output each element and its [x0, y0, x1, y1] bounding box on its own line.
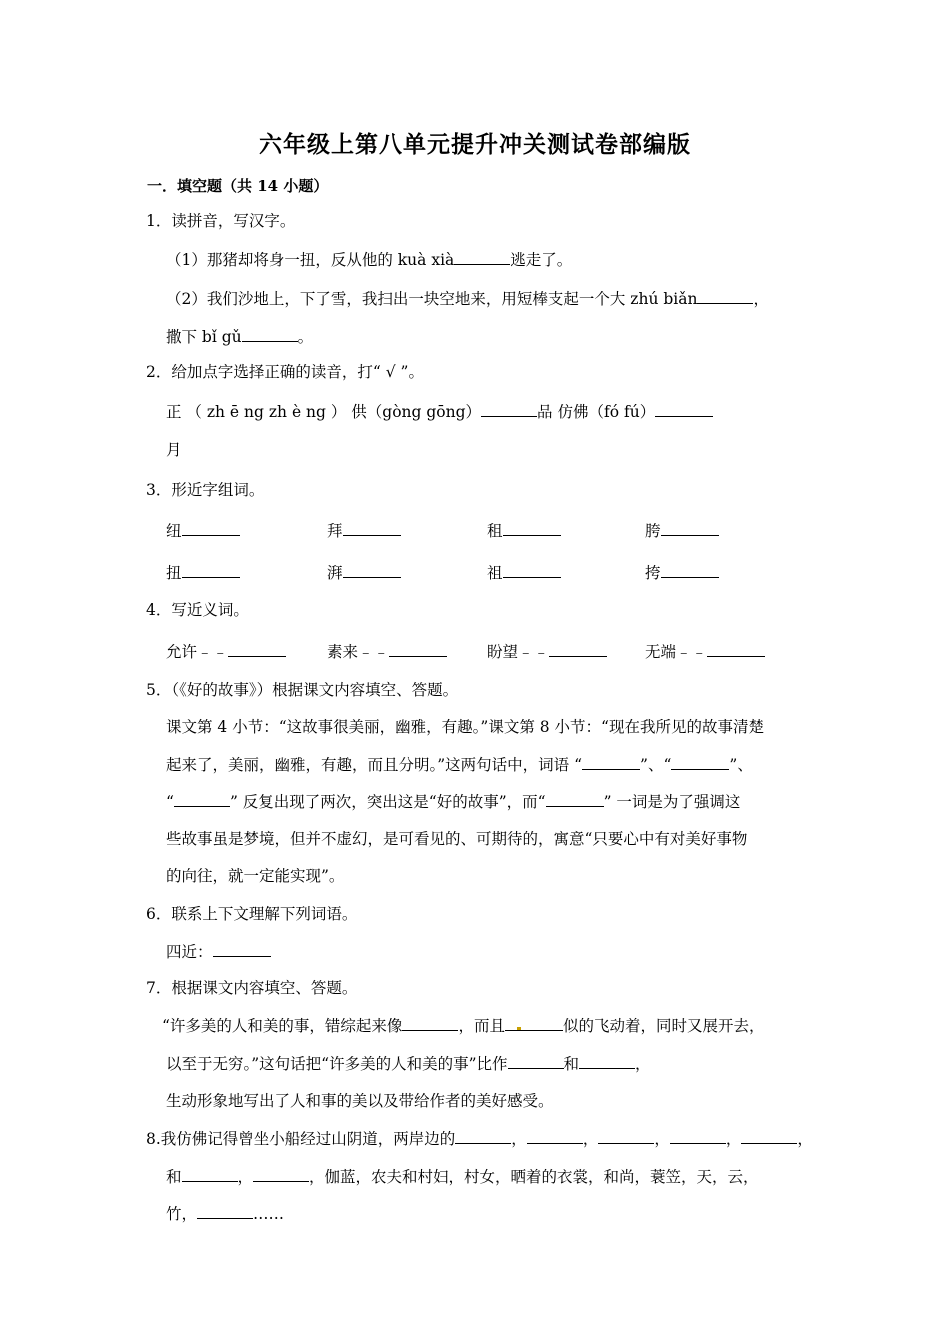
- answer-blank[interactable]: [503, 563, 561, 578]
- answer-blank[interactable]: [182, 1167, 238, 1182]
- word-cell: 纽: [166, 519, 240, 541]
- question-1-part-2: （2）我们沙地上，下了雪，我扫出一块空地来，用短棒支起一个大 zhú biǎn ，: [166, 290, 769, 308]
- answer-blank[interactable]: [481, 402, 537, 417]
- answer-blank[interactable]: [527, 1129, 583, 1144]
- word-cell: 祖: [487, 561, 561, 583]
- question-1-part-1: （1）那猪却将身一扭，反从他的 kuà xià 逃走了。: [166, 251, 573, 269]
- word-cell: 挎: [645, 561, 719, 583]
- answer-blank[interactable]: [582, 755, 640, 770]
- word-cell: 扭: [166, 561, 240, 583]
- word-cell: 租: [487, 519, 561, 541]
- question-5-line: “ ” 反复出现了两次，突出这是“好的故事”，而“ ” 一词是为了强调这: [166, 793, 741, 811]
- question-3-stem: 3．形近字组词。: [146, 481, 265, 499]
- question-5-line: 些故事虽是梦境，但并不虚幻，是可看见的、可期待的，寓意“只要心中有对美好事物: [166, 830, 748, 848]
- synonym-cell: 允许﹣﹣: [166, 640, 286, 662]
- question-4-stem: 4．写近义词。: [146, 601, 249, 619]
- page-title: 六年级上第八单元提升冲关测试卷部编版: [259, 131, 691, 158]
- answer-blank[interactable]: [579, 1054, 635, 1069]
- answer-blank[interactable]: [549, 642, 607, 657]
- question-8-line: 和 ， ，伽蓝，农夫和村妇，村女，晒着的衣裳，和尚，蓑笠，天，云，: [166, 1168, 759, 1186]
- answer-blank[interactable]: [174, 792, 230, 807]
- answer-blank[interactable]: [389, 642, 447, 657]
- answer-blank[interactable]: [343, 521, 401, 536]
- question-2-stem: 2．给加点字选择正确的读音，打“ √ ”。: [146, 363, 424, 381]
- question-2-line-cont: 月: [166, 441, 182, 459]
- question-1-part-2-cont: 撒下 bǐ gǔ 。: [166, 328, 314, 346]
- synonym-cell: 素来﹣﹣: [327, 640, 447, 662]
- answer-blank[interactable]: [546, 792, 604, 807]
- answer-blank[interactable]: [741, 1129, 797, 1144]
- answer-blank[interactable]: [671, 755, 729, 770]
- question-5-line: 课文第 4 小节：“这故事很美丽，幽雅，有趣。”课文第 8 小节：“现在我所见的故事清楚: [166, 718, 764, 736]
- question-5-line: 的向往，就一定能实现”。: [166, 867, 345, 885]
- answer-blank[interactable]: [697, 289, 753, 304]
- question-7-line: “许多美的人和美的事，错综起来像 ，而且 似的飞动着，同时又展开去，: [162, 1017, 765, 1035]
- question-6-stem: 6．联系上下文理解下列词语。: [146, 905, 358, 923]
- synonym-cell: 盼望﹣﹣: [487, 640, 607, 662]
- question-8-line: 8.我仿佛记得曾坐小船经过山阴道，两岸边的 ， ， ， ， ，: [146, 1130, 813, 1148]
- question-7-line: 以至于无穷。”这句话把“许多美的人和美的事”比作 和 ，: [166, 1055, 651, 1073]
- answer-blank[interactable]: [197, 1204, 253, 1219]
- highlight-mark: [517, 1027, 521, 1030]
- question-7-line: 生动形象地写出了人和事的美以及带给作者的美好感受。: [166, 1092, 554, 1110]
- answer-blank[interactable]: [343, 563, 401, 578]
- section-header: 一．填空题（共 14 小题）: [147, 177, 329, 195]
- answer-blank[interactable]: [242, 327, 298, 342]
- word-cell: 拜: [327, 519, 401, 541]
- answer-blank[interactable]: [455, 1129, 511, 1144]
- question-1-stem: 1．读拼音，写汉字。: [146, 212, 296, 230]
- answer-blank[interactable]: [454, 250, 510, 265]
- question-2-line: 正 （ zh ē ng zh è ng ） 供（gòng gōng） 品 仿佛（fó fú）: [166, 402, 713, 422]
- question-6-item: 四近：: [166, 942, 271, 962]
- answer-blank[interactable]: [228, 642, 286, 657]
- answer-blank[interactable]: [402, 1016, 458, 1031]
- answer-blank[interactable]: [508, 1054, 564, 1069]
- answer-blank[interactable]: [661, 521, 719, 536]
- answer-blank[interactable]: [655, 402, 713, 417]
- answer-blank[interactable]: [253, 1167, 309, 1182]
- answer-blank[interactable]: [182, 521, 240, 536]
- answer-blank[interactable]: [505, 1016, 563, 1031]
- answer-blank[interactable]: [182, 563, 240, 578]
- answer-blank[interactable]: [707, 642, 765, 657]
- answer-blank[interactable]: [598, 1129, 654, 1144]
- question-5-line: 起来了，美丽，幽雅，有趣，而且分明。”这两句话中，词语 “ ”、“ ”、: [166, 756, 753, 774]
- word-cell: 湃: [327, 561, 401, 583]
- answer-blank[interactable]: [661, 563, 719, 578]
- synonym-cell: 无端﹣﹣: [645, 640, 765, 662]
- question-7-stem: 7．根据课文内容填空、答题。: [146, 979, 358, 997]
- answer-blank[interactable]: [670, 1129, 726, 1144]
- word-cell: 胯: [645, 519, 719, 541]
- question-5-stem: 5．（《好的故事》）根据课文内容填空、答题。: [146, 681, 459, 699]
- answer-blank[interactable]: [213, 942, 271, 957]
- answer-blank[interactable]: [503, 521, 561, 536]
- question-8-line: 竹， ……: [166, 1205, 285, 1223]
